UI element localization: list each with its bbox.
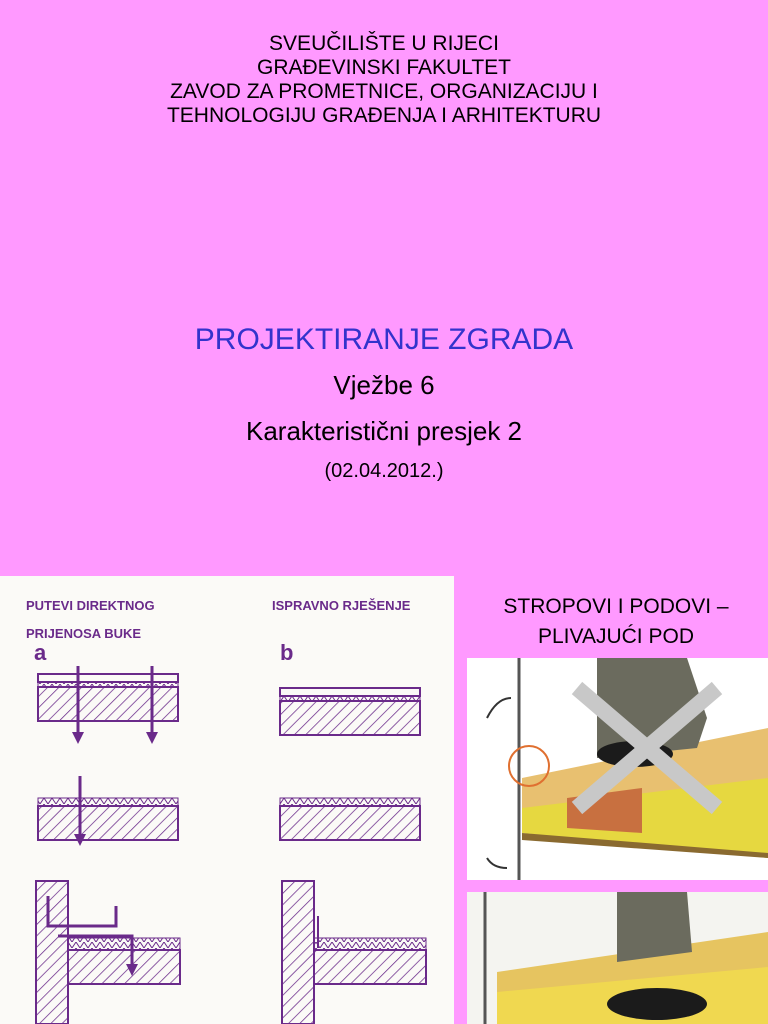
right-title-line-2: PLIVAJUĆI POD xyxy=(538,625,694,648)
label-direct-paths-1: PUTEVI DIREKTNOG xyxy=(26,598,155,613)
floating-floor-wrong-photo xyxy=(467,658,768,880)
junction-b3 xyxy=(282,881,426,1024)
label-correct-solution: ISPRAVNO RJEŠENJE xyxy=(272,598,411,613)
floating-floor-wrong-illustration xyxy=(467,658,768,880)
slab-b2 xyxy=(280,798,420,840)
slab-a1 xyxy=(38,666,178,744)
label-a: a xyxy=(34,640,47,665)
label-b: b xyxy=(280,640,294,665)
noise-transmission-diagram xyxy=(0,576,454,1024)
institution-header xyxy=(0,32,768,128)
course-title: PROJEKTIRANJE ZGRADA xyxy=(194,323,574,356)
right-title-line-1: STROPOVI I PODOVI – xyxy=(503,595,729,618)
title-block xyxy=(0,318,768,488)
date: (02.04.2012.) xyxy=(324,460,444,482)
label-direct-paths-2: PRIJENOSA BUKE xyxy=(26,626,142,641)
slab-a2 xyxy=(38,776,178,846)
exercise-topic: Karakteristični presjek 2 xyxy=(246,416,522,446)
department-line-1: ZAVOD ZA PROMETNICE, ORGANIZACIJU I xyxy=(170,80,598,103)
faculty-name: GRAĐEVINSKI FAKULTET xyxy=(257,56,511,79)
exercise-number: Vježbe 6 xyxy=(333,370,435,400)
floating-floor-photo xyxy=(467,892,768,1024)
university-name: SVEUČILIŠTE U RIJECI xyxy=(269,32,499,55)
slab-b1 xyxy=(280,688,420,735)
section-drawings xyxy=(0,576,454,1024)
department-line-2: TEHNOLOGIJU GRAĐENJA I ARHITEKTURU xyxy=(166,104,602,127)
right-panel-title xyxy=(464,592,768,652)
junction-a3 xyxy=(36,881,180,1024)
floating-floor-illustration xyxy=(467,892,768,1024)
